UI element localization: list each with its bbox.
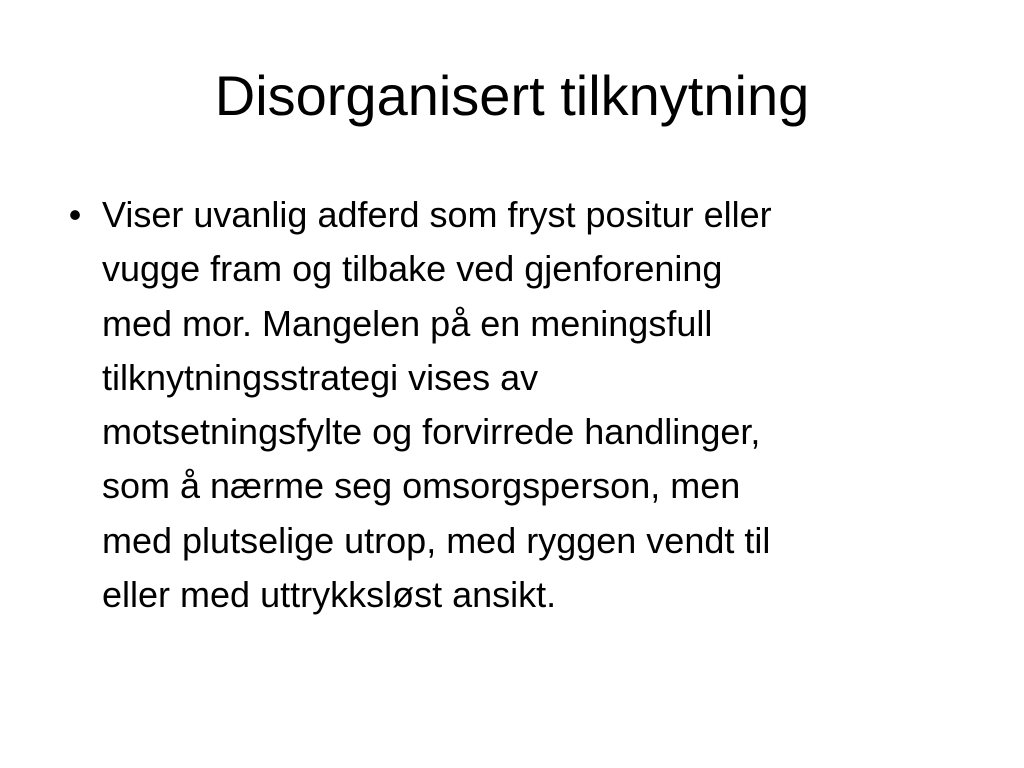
bullet-line: eller med uttrykksløst ansikt.: [102, 574, 557, 616]
slide-title: Disorganisert tilknytning: [214, 64, 810, 127]
bullet-line: Viser uvanlig adferd som fryst positur eller: [102, 194, 772, 235]
bullet-marker: •: [68, 194, 82, 235]
bullet-line: som å nærme seg omsorgsperson, men: [102, 465, 741, 507]
bullet-item: [60, 188, 960, 622]
bullet-line: med plutselige utrop, med ryggen vendt til: [102, 519, 771, 561]
slide-body: [60, 188, 960, 622]
bullet-line: motsetningsfylte og forvirrede handlinger,: [102, 411, 761, 453]
bullet-line: tilknytningsstrategi vises av: [102, 356, 539, 398]
bullet-line: vugge fram og tilbake ved gjenforening: [102, 248, 723, 290]
bullet-line: med mor. Mangelen på en meningsfull: [102, 302, 713, 344]
